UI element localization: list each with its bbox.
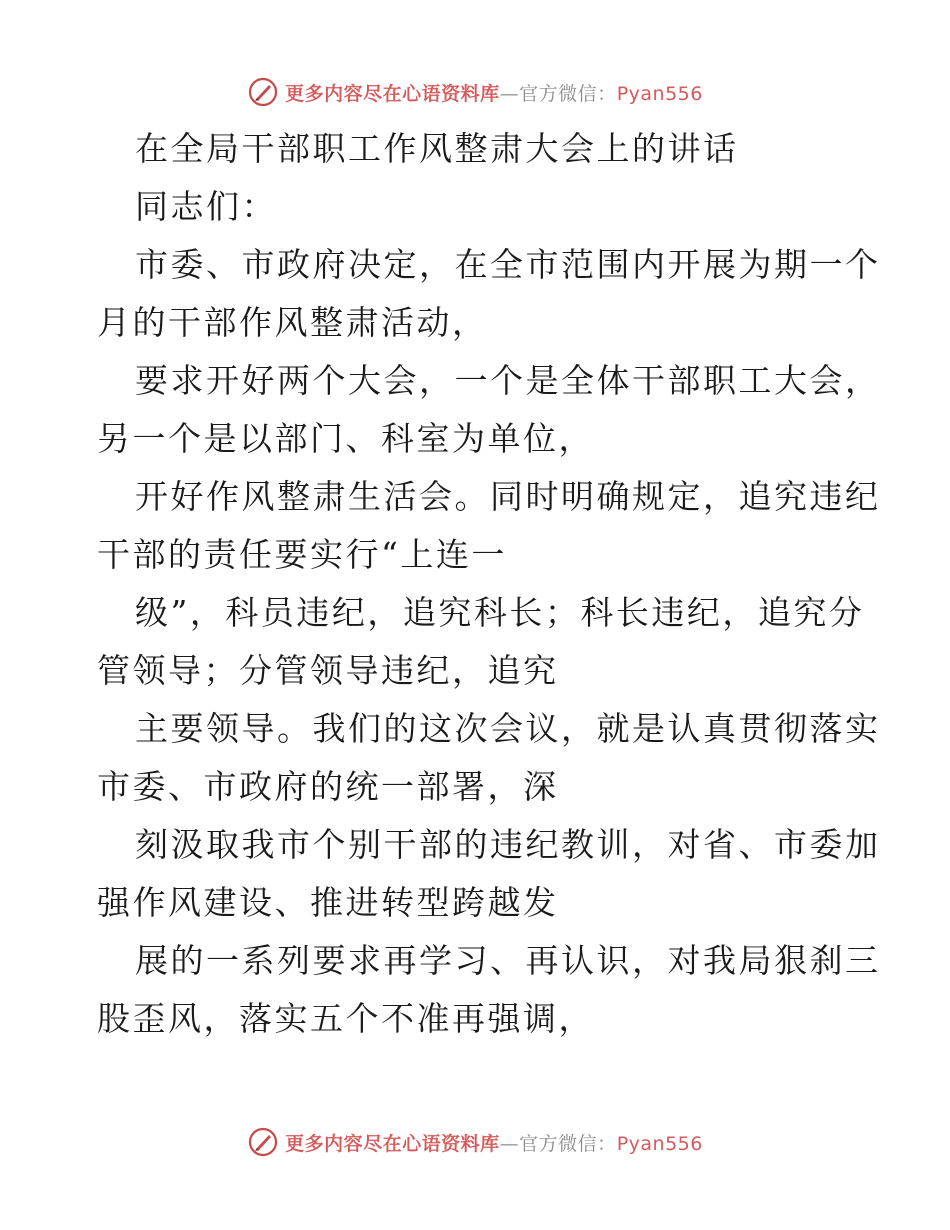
watermark-wechat-id: Pyan556 — [616, 1132, 703, 1155]
paragraph-line: 展的一系列要求再学习、再认识，对我局狠刹三 — [135, 941, 881, 980]
watermark-dash: — — [499, 82, 520, 105]
paragraph-line: 市委、市政府决定，在全市范围内开展为期一个 — [135, 245, 881, 284]
greeting: 同志们： — [135, 187, 277, 226]
paragraph-line: 刻汲取我市个别干部的违纪教训，对省、市委加 — [135, 825, 881, 864]
paragraph-line: 月的干部作风整肃活动， — [97, 303, 488, 342]
paragraph-line: 管领导；分管领导违纪，追究 — [97, 651, 559, 690]
quill-pen-logo-icon — [247, 76, 279, 108]
watermark-wechat-id: Pyan556 — [616, 82, 703, 105]
quill-pen-logo-icon — [247, 1126, 279, 1158]
paragraph-line: 开好作风整肃生活会。同时明确规定，追究违纪 — [135, 477, 881, 516]
watermark-label: 更多内容尽在心语资料库 — [285, 82, 500, 105]
footer-watermark — [0, 1122, 950, 1162]
paragraph-line: 级”，科员违纪，追究科长；科长违纪，追究分 — [135, 593, 865, 632]
paragraph-line: 干部的责任要实行“上连一 — [97, 535, 507, 574]
watermark-wechat-label: 官方微信： — [519, 82, 617, 105]
watermark-dash: — — [499, 1132, 520, 1155]
paragraph-line: 主要领导。我们的这次会议，就是认真贯彻落实 — [135, 709, 881, 748]
paragraph-line: 另一个是以部门、科室为单位， — [97, 419, 594, 458]
header-watermark — [0, 72, 950, 112]
watermark-label: 更多内容尽在心语资料库 — [285, 1132, 500, 1155]
document-title: 在全局干部职工作风整肃大会上的讲话 — [135, 129, 739, 168]
paragraph-line: 市委、市政府的统一部署，深 — [97, 767, 559, 806]
document-body — [97, 120, 881, 1048]
paragraph-line: 股歪风，落实五个不准再强调， — [97, 999, 594, 1038]
paragraph-line: 要求开好两个大会，一个是全体干部职工大会， — [135, 361, 881, 400]
paragraph-line: 强作风建设、推进转型跨越发 — [97, 883, 559, 922]
watermark-wechat-label: 官方微信： — [519, 1132, 617, 1155]
